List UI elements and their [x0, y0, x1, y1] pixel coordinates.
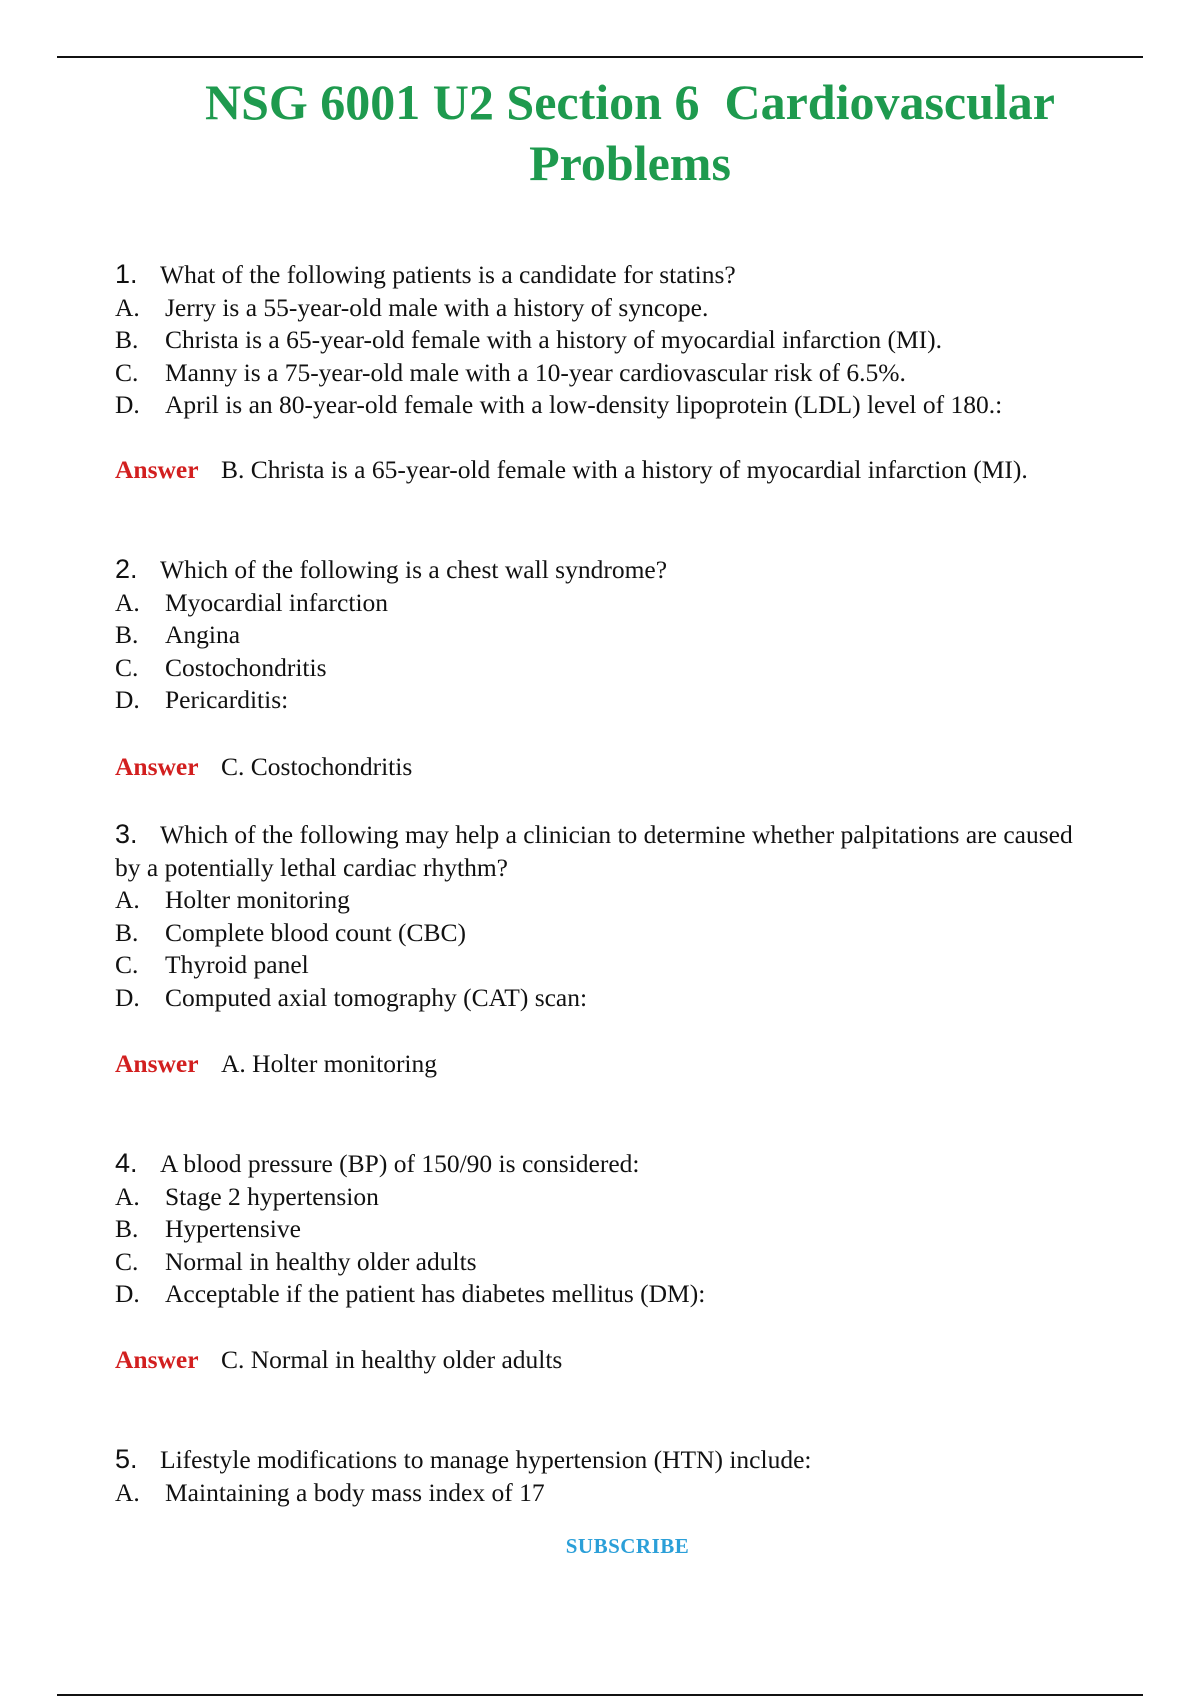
option-d — [115, 982, 1125, 1015]
option-letter: C. — [115, 950, 139, 979]
title-line-2: Problems — [529, 135, 731, 191]
question-block-3 — [115, 818, 1125, 1014]
option-a — [115, 1181, 1125, 1214]
option-c — [115, 949, 1125, 982]
option-letter: B. — [115, 917, 139, 947]
option-letter: D. — [115, 1279, 140, 1308]
question-block-4 — [115, 1147, 1125, 1311]
option-letter: A. — [115, 1477, 140, 1507]
option-letter: D. — [115, 685, 140, 714]
option-a — [115, 292, 1125, 325]
option-letter: B. — [115, 620, 139, 649]
question-5 — [115, 1443, 1125, 1477]
option-letter: C. — [115, 1246, 139, 1276]
option-text: Holter monitoring — [165, 885, 350, 914]
option-b — [115, 619, 1125, 652]
option-text: Acceptable if the patient has diabetes mellitus (DM): — [165, 1279, 706, 1308]
answer-label: Answer — [115, 1049, 199, 1078]
question-text: A blood pressure (BP) of 150/90 is considered: — [160, 1149, 640, 1178]
question-3 — [115, 818, 1100, 884]
answer-label: Answer — [115, 752, 199, 781]
question-number: 1. — [115, 259, 138, 289]
question-block-5 — [115, 1443, 1125, 1509]
answer-3 — [115, 1048, 1125, 1081]
question-number: 2. — [115, 554, 138, 584]
question-text: What of the following patients is a candidate for statins? — [160, 260, 736, 289]
question-block-1 — [115, 258, 1125, 422]
option-letter: C. — [115, 652, 139, 682]
question-1 — [115, 258, 1125, 292]
option-text: April is an 80-year-old female with a low-density lipoprotein (LDL) level of 180.: — [165, 390, 1003, 419]
option-letter: A. — [115, 587, 140, 617]
option-letter: C. — [115, 357, 139, 387]
option-d — [115, 684, 1125, 717]
option-text: Stage 2 hypertension — [165, 1181, 379, 1211]
option-letter: D. — [115, 982, 140, 1012]
option-text: Costochondritis — [165, 652, 327, 682]
option-text: Christa is a 65-year-old female with a history of myocardial infarction (MI). — [165, 325, 942, 354]
option-b — [115, 324, 1125, 357]
question-number: 4. — [115, 1148, 138, 1178]
option-a — [115, 587, 1125, 620]
option-text: Maintaining a body mass index of 17 — [165, 1477, 545, 1507]
option-letter: D. — [115, 390, 140, 419]
answer-text: C. Normal in healthy older adults — [221, 1345, 563, 1374]
option-text: Hypertensive — [165, 1214, 301, 1243]
option-c — [115, 652, 1125, 685]
bottom-rule — [57, 1694, 1143, 1696]
top-rule — [57, 56, 1143, 58]
option-a — [115, 884, 1125, 917]
answer-1 — [115, 454, 1175, 487]
option-c — [115, 1246, 1125, 1279]
option-text: Normal in healthy older adults — [165, 1246, 477, 1276]
option-text: Myocardial infarction — [165, 587, 389, 617]
page-title — [130, 72, 1130, 194]
answer-label: Answer — [115, 1345, 199, 1374]
option-d — [115, 1278, 1125, 1311]
option-d — [115, 389, 1125, 422]
question-text: Lifestyle modifications to manage hypertension (HTN) include: — [160, 1445, 812, 1474]
option-letter: A. — [115, 1181, 140, 1211]
answer-text: A. Holter monitoring — [221, 1049, 438, 1078]
question-text: Which of the following is a chest wall syndrome? — [160, 555, 668, 584]
option-text: Complete blood count (CBC) — [165, 917, 467, 947]
question-4 — [115, 1147, 1125, 1181]
question-text: Which of the following may help a clinician to determine whether palpitations are caused by a potentially lethal cardiac rhythm? — [115, 820, 1073, 882]
answer-2 — [115, 751, 1125, 784]
option-letter: B. — [115, 325, 139, 354]
answer-text: C. Costochondritis — [221, 752, 413, 781]
option-letter: A. — [115, 885, 140, 914]
option-letter: B. — [115, 1214, 139, 1243]
answer-text: B. Christa is a 65-year-old female with a history of myocardial infarction (MI). — [221, 455, 1028, 484]
question-2 — [115, 553, 1125, 587]
option-letter: A. — [115, 292, 140, 322]
option-b — [115, 917, 1125, 950]
option-text: Jerry is a 55-year-old male with a history of syncope. — [165, 292, 709, 322]
option-text: Angina — [165, 620, 241, 649]
question-block-2 — [115, 553, 1125, 717]
option-b — [115, 1213, 1125, 1246]
option-text: Pericarditis: — [165, 685, 289, 714]
option-text: Computed axial tomography (CAT) scan: — [165, 982, 588, 1012]
question-number: 3. — [115, 819, 138, 849]
option-text: Manny is a 75-year-old male with a 10-year cardiovascular risk of 6.5%. — [165, 357, 906, 387]
option-c — [115, 357, 1125, 390]
answer-label: Answer — [115, 455, 199, 484]
option-text: Thyroid panel — [165, 950, 309, 979]
answer-4 — [115, 1344, 1125, 1377]
subscribe-link[interactable]: SUBSCRIBE — [565, 1534, 690, 1558]
option-a — [115, 1477, 1125, 1510]
title-line-1: NSG 6001 U2 Section 6 Cardiovascular — [205, 74, 1055, 130]
question-number: 5. — [115, 1444, 138, 1474]
